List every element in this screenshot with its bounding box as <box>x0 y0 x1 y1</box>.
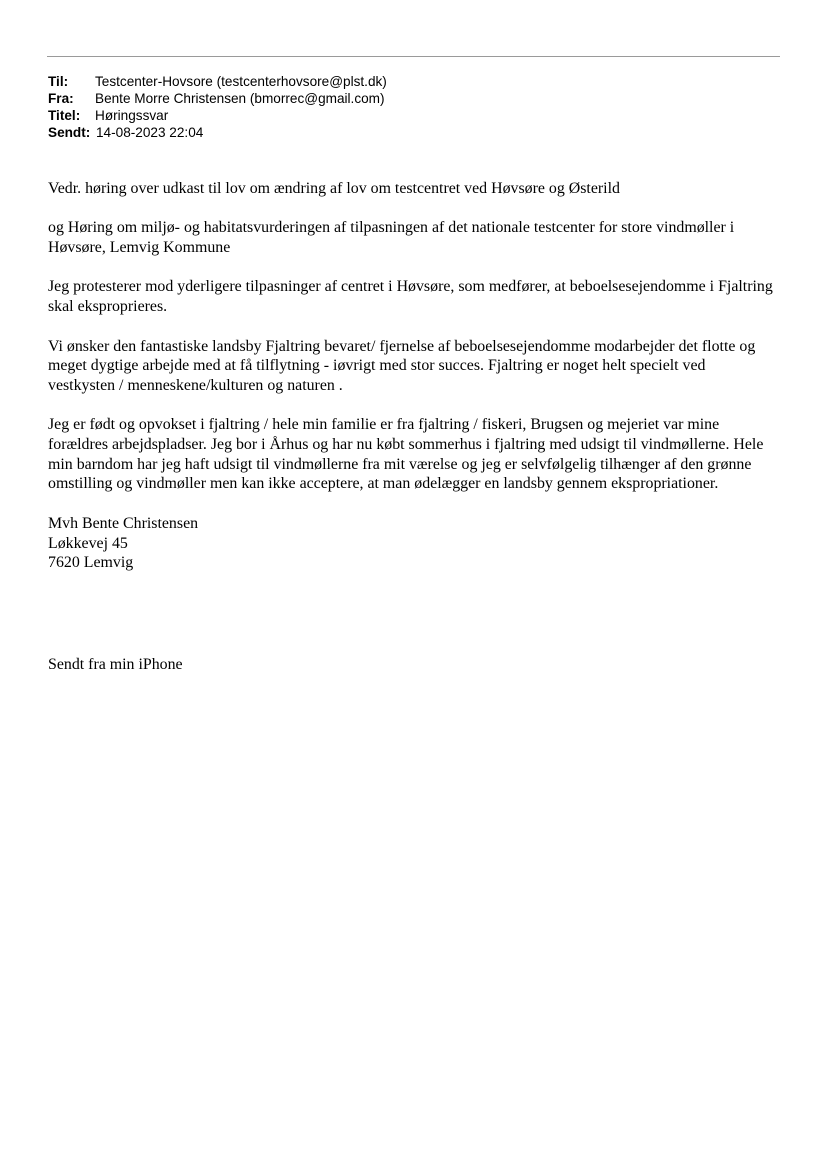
subject-label: Titel: <box>48 108 81 123</box>
header-divider <box>47 56 780 57</box>
body-paragraph-subject-ref: Vedr. høring over udkast til lov om ændring af lov om testcentret ved Høvsøre og Østerild <box>48 180 620 197</box>
body-paragraph-protest: Jeg protesterer mod yderligere tilpasninger af centret i Høvsøre, som medfører, at beboelsesejendomme i Fjaltring skal eksproprieres. <box>48 278 773 316</box>
email-header <box>48 73 768 141</box>
signature-block <box>48 514 773 573</box>
signature-name: Mvh Bente Christensen <box>48 514 199 532</box>
to-value: Testcenter-Hovsore (testcenterhovsore@plst.dk) <box>95 74 387 89</box>
from-value: Bente Morre Christensen (bmorrec@gmail.com) <box>95 91 385 106</box>
from-label: Fra: <box>48 91 74 106</box>
subject-value: Høringssvar <box>95 108 169 123</box>
sent-label: Sendt: <box>48 125 91 140</box>
body-paragraph-village: Vi ønsker den fantastiske landsby Fjaltring bevaret/ fjernelse af beboelsesejendomme modarbejder det flotte og meget dygtige arbejde med at få tilflytning - iøvrigt med stor succes. Fjaltring er noget helt specielt ved vestkysten / menneskene/kulturen og naturen . <box>48 337 756 394</box>
signature-city: 7620 Lemvig <box>48 554 134 572</box>
body-paragraph-personal: Jeg er født og opvokset i fjaltring / hele min familie er fra fjaltring / fiskeri, Brugsen og mejeriet var mine forældres arbejdspladser. Jeg bor i Århus og har nu købt sommerhus i fjaltring med udsigt til vindmøllerne. Hele min barndom har jeg haft udsigt til vindmøllerne fra mit værelse og jeg er selvfølgelig tilhænger af den grønne omstilling og vindmøller men kan ikke acceptere, at man ødelægger en landsby gennem ekspropriationer. <box>48 416 764 493</box>
subject-row <box>48 107 768 124</box>
email-body <box>48 179 773 573</box>
sent-row <box>48 124 768 141</box>
signature-street: Løkkevej 45 <box>48 534 128 552</box>
to-row <box>48 73 768 90</box>
body-paragraph-hearing: og Høring om miljø- og habitatsvurderingen af tilpasningen af det nationale testcenter for store vindmøller i Høvsøre, Lemvig Kommune <box>48 219 735 257</box>
to-label: Til: <box>48 74 69 89</box>
from-row <box>48 90 768 107</box>
sent-value: 14-08-2023 22:04 <box>96 125 204 140</box>
sent-from-footer: Sendt fra min iPhone <box>48 656 183 673</box>
